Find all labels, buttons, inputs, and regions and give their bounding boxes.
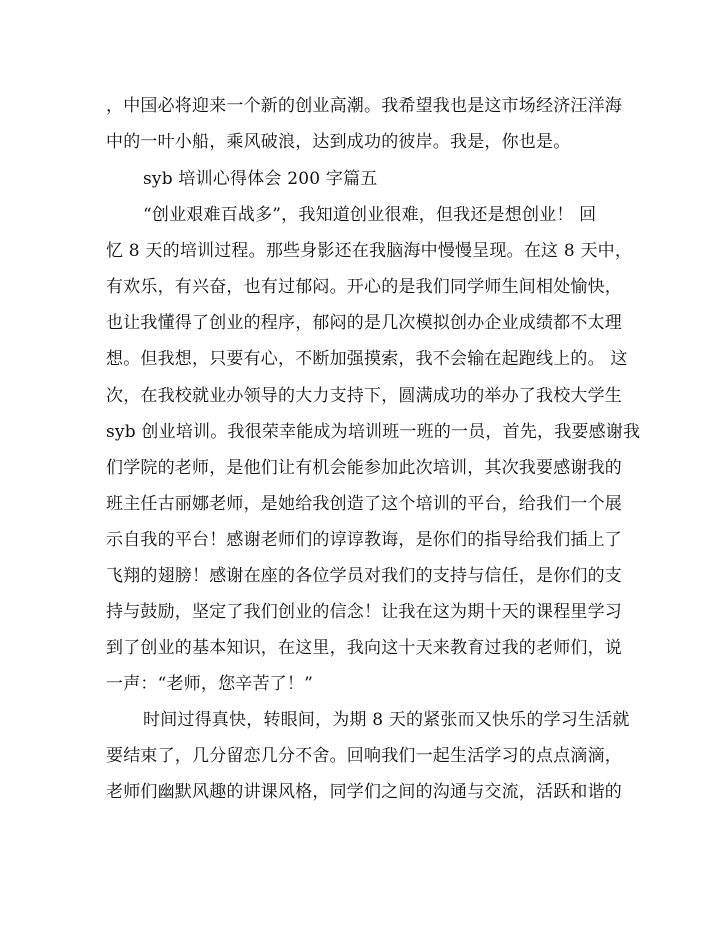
text-line: 到了创业的基本知识，在这里，我向这十天来教育过我的老师们，说 [106,638,622,658]
text-line: 们学院的老师，是他们让有机会能参加此次培训，其次我要感谢我的 [106,458,622,478]
text-line: 持与鼓励，坚定了我们创业的信念！让我在这为期十天的课程里学习 [106,602,622,622]
text-line: “创业艰难百战多”，我知道创业很难，但我还是想创业！ 回 [143,205,597,225]
text-line: 也让我懂得了创业的程序，郁闷的是几次模拟创办企业成绩都不太理 [106,313,622,333]
text-line: 次，在我校就业办领导的大力支持下，圆满成功的举办了我校大学生 [106,386,622,406]
text-line: syb 创业培训。我很荣幸能成为培训班一班的一员，首先，我要感谢我 [106,422,641,442]
text-line: 要结束了，几分留恋几分不舍。回响我们一起生活学习的点点滴滴， [106,746,622,766]
text-line: ，中国必将迎来一个新的创业高潮。我希望我也是这市场经济汪洋海 [106,96,622,116]
text-line: 一声：“老师，您辛苦了！” [106,674,313,694]
text-line: 想。但我想，只要有心，不断加强摸索，我不会输在起跑线上的。 这 [106,349,628,369]
text-line: 有欢乐，有兴奋，也有过郁闷。开心的是我们同学师生间相处愉快， [106,277,622,297]
text-line: 忆 8 天的培训过程。那些身影还在我脑海中慢慢呈现。在这 8 天中， [106,241,633,261]
text-line: 老师们幽默风趣的讲课风格，同学们之间的沟通与交流，活跃和谐的 [106,782,622,802]
text-line: 时间过得真快，转眼间，为期 8 天的紧张而又快乐的学习生活就 [143,710,630,730]
section-heading: syb 培训心得体会 200 字篇五 [143,169,378,189]
text-line: 示自我的平台！感谢老师们的谆谆教诲，是你们的指导给我们插上了 [106,530,622,550]
text-line: 飞翔的翅膀！感谢在座的各位学员对我们的支持与信任，是你们的支 [106,566,622,586]
text-line: 班主任古丽娜老师，是她给我创造了这个培训的平台，给我们一个展 [106,494,622,514]
text-line: 中的一叶小船，乘风破浪，达到成功的彼岸。我是，你也是。 [106,132,571,152]
